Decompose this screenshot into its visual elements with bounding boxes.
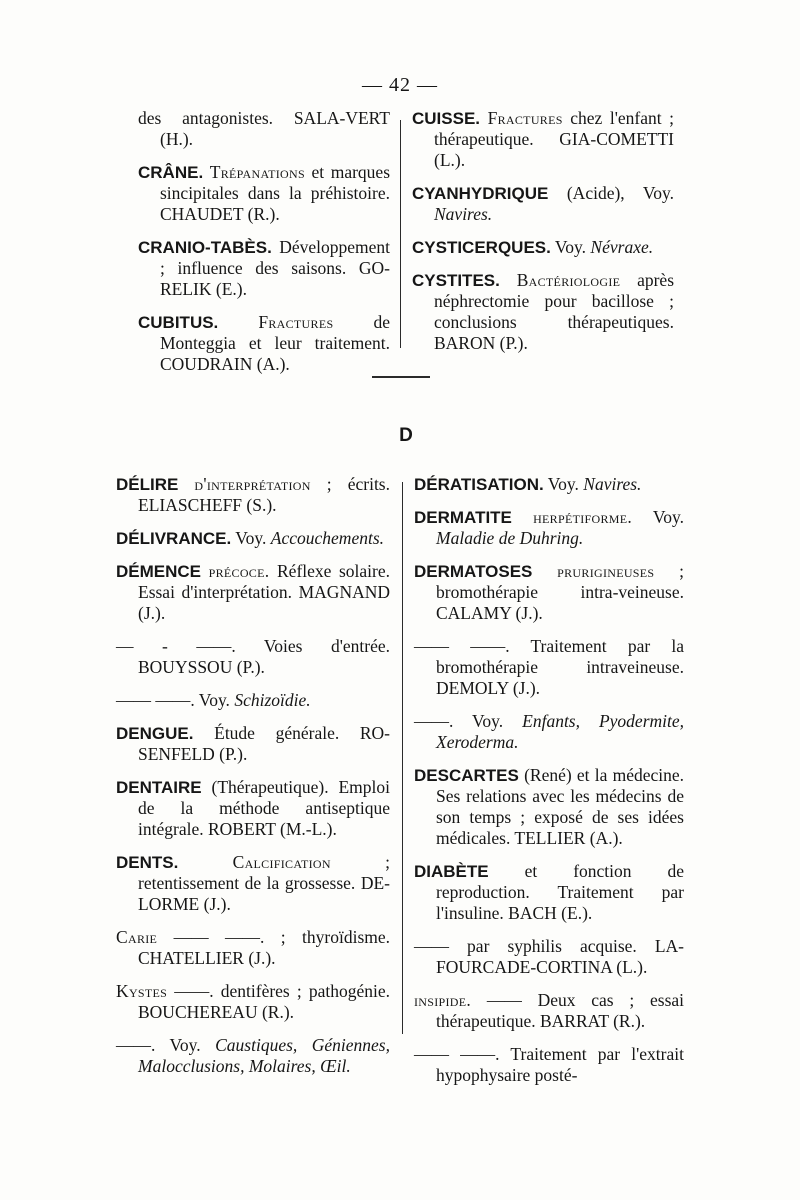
entry-headword: DENTAIRE — [116, 778, 202, 797]
entry-headword: CUISSE. — [412, 109, 481, 128]
entry-headword: DÉMENCE — [116, 562, 202, 581]
entry-text: —— ——. Traitement par l'extrait hypophysaire posté- — [414, 1044, 684, 1085]
entry-text: dentifères ; pathogénie. BOUCHEREAU (R.). — [138, 981, 390, 1022]
index-entry — [414, 936, 684, 978]
entry-headword: CYSTICERQUES. — [412, 238, 551, 257]
entry-subheading: Fractures — [487, 108, 563, 128]
entry-headword: DÉLIRE — [116, 475, 179, 494]
entry-headword: DIABÈTE — [414, 862, 489, 881]
index-entry — [414, 636, 684, 699]
index-entry — [414, 507, 684, 549]
entry-headword: CYANHYDRIQUE — [412, 184, 549, 203]
entry-text: ; bromothérapie intra-veineuse. CALAMY (J.). — [436, 561, 685, 623]
index-entry — [116, 981, 390, 1023]
entry-text: Voy. — [547, 474, 579, 494]
entry-text: ——. Voy. — [414, 711, 504, 731]
entry-text: après néphrectomie pour bacillose ; conclusions thérapeutiques. BARON (P.). — [434, 270, 675, 353]
entry-text: —— ——. Traitement par la bromothérapie intraveineuse. DEMOLY (J.). — [414, 636, 684, 698]
index-entry — [116, 777, 390, 840]
entry-text: Deux cas ; essai thérapeutique. BARRAT (R.). — [436, 990, 685, 1031]
entry-headword: DÉRATISATION. — [414, 475, 544, 494]
index-entry — [414, 711, 684, 753]
entry-reference: Caustiques, Géniennes, Malocclusions, Molaires, Œil. — [138, 1035, 390, 1076]
entry-reference: Navires. — [583, 474, 642, 494]
entry-reference: Névraxe. — [590, 237, 654, 257]
index-entry — [116, 927, 390, 969]
entry-reference: Accouchements. — [270, 528, 385, 548]
entry-text: de Monteggia et leur traitement. COUDRAIN (A.). — [160, 312, 390, 374]
index-entry — [412, 108, 674, 171]
index-entry — [116, 528, 390, 549]
index-entry — [138, 312, 390, 375]
column-top-right — [412, 108, 674, 366]
entry-text: ; retentissement de la grossesse. DE-LORME (J.). — [138, 852, 390, 914]
entry-headword: DERMATITE — [414, 508, 512, 527]
column-bottom-right — [414, 474, 684, 1098]
entry-text: —— ——. Voy. — [116, 690, 230, 710]
index-entry — [138, 108, 390, 150]
entry-text: Développement ; influence des saisons. GO-RELIK (E.). — [160, 237, 390, 299]
index-entry — [414, 765, 684, 849]
entry-reference: Schizoïdie. — [234, 690, 311, 710]
index-entry — [116, 690, 390, 711]
index-entry — [116, 723, 390, 765]
index-entry — [412, 270, 674, 354]
entry-reference: Maladie de Duhring. — [436, 528, 584, 548]
index-entry — [138, 237, 390, 300]
index-entry — [414, 1044, 684, 1086]
entry-text: Voy. — [235, 528, 267, 548]
index-entry — [414, 561, 684, 624]
entry-text: ——. — [174, 981, 214, 1001]
entry-subheading: Trépanations — [209, 162, 305, 182]
entry-text: —— ——. — [173, 927, 265, 947]
column-bottom-left — [116, 474, 390, 1089]
page-number: — 42 — — [362, 74, 438, 96]
entry-subheading: insipide. — [414, 990, 472, 1010]
entry-reference: Navires. — [434, 204, 493, 224]
entry-headword: DENTS. — [116, 853, 179, 872]
entry-subheading: Carie — [116, 927, 158, 947]
entry-headword: CUBITUS. — [138, 313, 219, 332]
entry-text: ; thyroïdisme. CHATELLIER (J.). — [138, 927, 391, 968]
entry-subheading: Fractures — [258, 312, 334, 332]
entry-text: ——. Voy. — [116, 1035, 201, 1055]
entry-headword: DESCARTES — [414, 766, 519, 785]
entry-text: —— — [486, 990, 522, 1010]
entry-subheading: Kystes — [116, 981, 168, 1001]
index-entry — [414, 990, 684, 1032]
entry-headword: DERMATOSES — [414, 562, 533, 581]
entry-subheading: précoce. — [208, 561, 270, 581]
entry-headword: CRANIO-TABÈS. — [138, 238, 272, 257]
entry-text: et marques sincipitales dans la préhistoire. CHAUDET (R.). — [160, 162, 391, 224]
entry-headword: DÉLIVRANCE. — [116, 529, 232, 548]
index-entry — [414, 474, 684, 495]
entry-subheading: herpétiforme. — [533, 507, 633, 527]
entry-headword: CYSTITES. — [412, 271, 500, 290]
section-rule — [372, 376, 430, 378]
index-entry — [116, 636, 390, 678]
entry-text: — - ——. Voies d'entrée. BOUYSSOU (P.). — [116, 636, 390, 677]
column-top-left — [138, 108, 390, 387]
index-entry — [412, 183, 674, 225]
entry-text: Réflexe solaire. Essai d'interprétation. MAGNAND (J.). — [138, 561, 391, 623]
entry-subheading: Bactériologie — [516, 270, 621, 290]
section-letter: D — [399, 425, 413, 446]
entry-text: des antagonistes. SALA-VERT (H.). — [138, 108, 390, 149]
entry-text: ; écrits. ELIASCHEFF (S.). — [138, 474, 390, 515]
column-divider-top — [400, 120, 401, 348]
index-entry — [414, 861, 684, 924]
entry-text: (Thérapeutique). Emploi de la méthode antiseptique intégrale. ROBERT (M.-L.). — [138, 777, 390, 839]
entry-reference: Enfants, Pyodermite, Xeroderma. — [436, 711, 685, 752]
entry-text: Voy. — [554, 237, 587, 257]
entry-subheading: prurigineuses — [557, 561, 655, 581]
entry-text: chez l'enfant ; thérapeutique. GIA-COMETTI (L.). — [434, 108, 674, 170]
entry-subheading: Calcification — [232, 852, 331, 872]
index-entry — [138, 162, 390, 225]
entry-headword: CRÂNE. — [138, 163, 204, 182]
entry-text: —— par syphilis acquise. LA-FOURCADE-CORTINA (L.). — [414, 936, 684, 977]
entry-text: et fonction de reproduction. Traitement par l'insuline. BACH (E.). — [436, 861, 684, 923]
index-entry — [412, 237, 674, 258]
index-entry — [116, 561, 390, 624]
entry-subheading: d'interprétation — [194, 474, 311, 494]
column-divider-bottom — [402, 482, 403, 1034]
index-entry — [116, 852, 390, 915]
entry-text: (Acide), Voy. — [566, 183, 674, 203]
entry-text: Voy. — [652, 507, 685, 527]
entry-headword: DENGUE. — [116, 724, 194, 743]
index-entry — [116, 474, 390, 516]
entry-text: (René) et la médecine. Ses relations avec les médecins de son temps ; exposé de ses idées médicales. TELLIER (A.). — [436, 765, 685, 848]
index-entry — [116, 1035, 390, 1077]
entry-text: Étude générale. RO-SENFELD (P.). — [138, 723, 391, 764]
